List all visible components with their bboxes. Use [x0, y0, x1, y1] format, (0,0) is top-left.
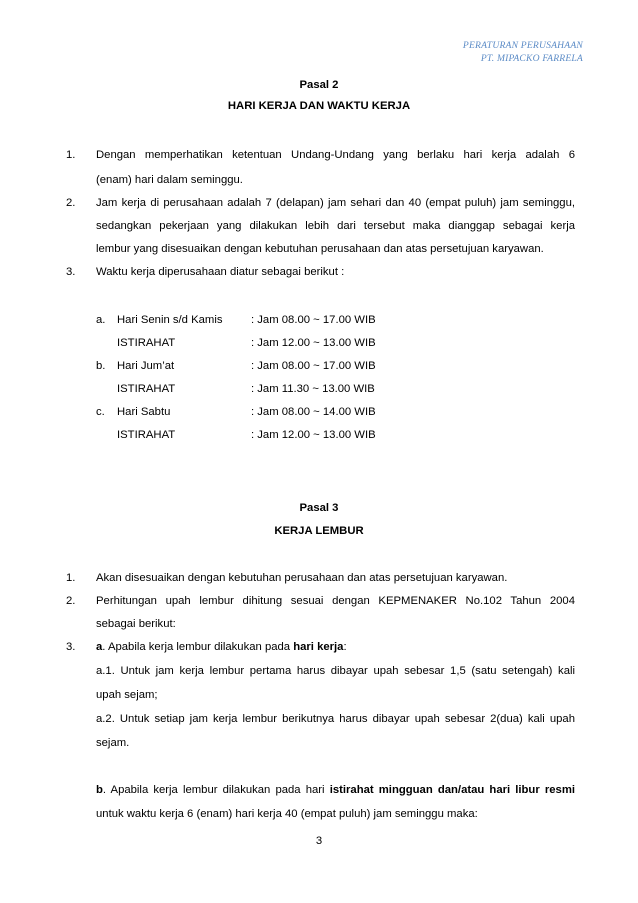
- pasal3-subtitle: KERJA LEMBUR: [274, 525, 364, 537]
- paragraph-text: . Apabila kerja lembur dilakukan pada: [102, 641, 294, 653]
- page-number: 3: [315, 835, 323, 847]
- schedule-time: : Jam 08.00 ~ 17.00 WIB: [251, 314, 376, 326]
- paragraph-text: . Apabila kerja lembur dilakukan pada hari: [102, 784, 330, 796]
- schedule-time: : Jam 11.30 ~ 13.00 WIB: [251, 383, 375, 395]
- document-header: [463, 39, 583, 65]
- paragraph-line: Akan disesuaikan dengan kebutuhan perusahaan dan atas persetujuan karyawan.: [96, 572, 508, 584]
- item-number: 1.: [66, 572, 76, 584]
- item-number: 3.: [66, 641, 76, 653]
- schedule-letter: b.: [96, 360, 106, 372]
- schedule-time: : Jam 08.00 ~ 14.00 WIB: [251, 406, 376, 418]
- schedule-letter: c.: [96, 406, 105, 418]
- schedule-day: Hari Senin s/d Kamis: [117, 314, 223, 326]
- paragraph-text: :: [343, 641, 347, 653]
- sub-letter: b: [96, 784, 103, 796]
- paragraph-line: untuk waktu kerja 6 (enam) hari kerja 40 (empat puluh) jam seminggu maka:: [96, 808, 478, 820]
- pasal2-title: Pasal 2: [299, 79, 339, 91]
- paragraph-line: sebagai berikut:: [96, 618, 176, 630]
- paragraph-line: upah sejam;: [96, 689, 158, 701]
- paragraph-line: [96, 784, 575, 796]
- item-number: 2.: [66, 595, 76, 607]
- paragraph-line: Perhitungan upah lembur dihitung sesuai dengan KEPMENAKER No.102 Tahun 2004: [96, 595, 575, 607]
- pasal2-subtitle: HARI KERJA DAN WAKTU KERJA: [227, 100, 411, 112]
- header-company-name: PT. MIPACKO FARRELA: [480, 53, 583, 64]
- paragraph-line: Jam kerja di perusahaan adalah 7 (delapan) jam sehari dan 40 (empat puluh) jam seminggu,: [96, 197, 575, 209]
- schedule-day: ISTIRAHAT: [117, 429, 176, 441]
- pasal3-title: Pasal 3: [299, 502, 339, 514]
- paragraph-line: [96, 641, 347, 653]
- schedule-letter: a.: [96, 314, 106, 326]
- paragraph-line: a.1. Untuk jam kerja lembur pertama harus dibayar upah sebesar 1,5 (satu setengah) kali: [96, 665, 575, 677]
- header-company-title: PERATURAN PERUSAHAAN: [462, 40, 583, 51]
- paragraph-line: (enam) hari dalam seminggu.: [96, 174, 243, 186]
- schedule-day: Hari Sabtu: [117, 406, 171, 418]
- sub-letter: a: [96, 641, 103, 653]
- schedule-time: : Jam 12.00 ~ 13.00 WIB: [251, 337, 376, 349]
- emphasis-text: istirahat mingguan dan/atau hari libur resmi: [329, 784, 576, 796]
- paragraph-line: sejam.: [96, 737, 130, 749]
- paragraph-line: lembur yang disesuaikan dengan kebutuhan perusahaan dan atas persetujuan karyawan.: [96, 243, 544, 255]
- schedule-time: : Jam 12.00 ~ 13.00 WIB: [251, 429, 376, 441]
- paragraph-line: Waktu kerja diperusahaan diatur sebagai berikut :: [96, 266, 345, 278]
- item-number: 2.: [66, 197, 76, 209]
- item-number: 3.: [66, 266, 76, 278]
- schedule-day: ISTIRAHAT: [117, 337, 176, 349]
- paragraph-line: a.2. Untuk setiap jam kerja lembur berikutnya harus dibayar upah sebesar 2(dua) kali upah: [96, 713, 575, 725]
- paragraph-line: sedangkan pekerjaan yang dilakukan lebih dari tersebut maka dianggap sebagai kerja: [96, 220, 575, 232]
- schedule-day: ISTIRAHAT: [117, 383, 176, 395]
- paragraph-line: Dengan memperhatikan ketentuan Undang-Undang yang berlaku hari kerja adalah 6: [96, 149, 575, 161]
- schedule-day: Hari Jum’at: [117, 360, 175, 372]
- emphasis-text: hari kerja: [293, 641, 344, 653]
- schedule-time: : Jam 08.00 ~ 17.00 WIB: [251, 360, 376, 372]
- item-number: 1.: [66, 149, 76, 161]
